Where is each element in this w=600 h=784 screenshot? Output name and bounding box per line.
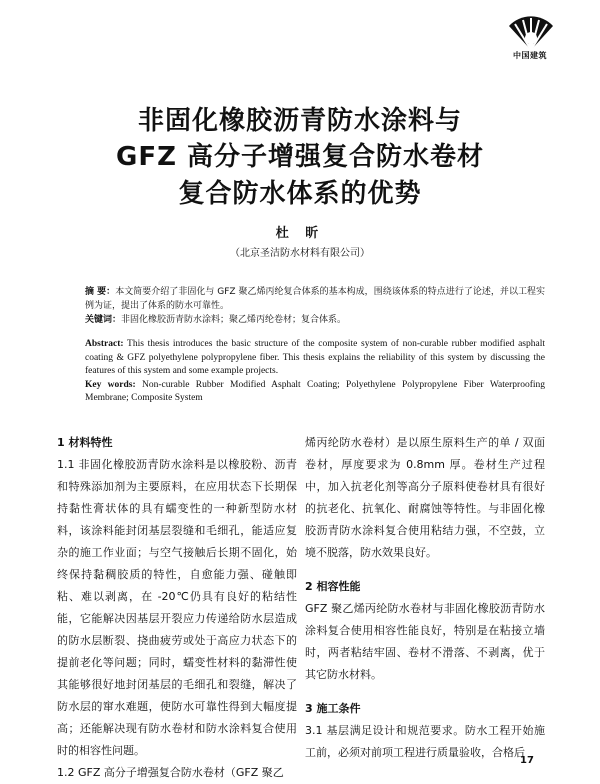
paragraph-3-1: 3.1 基层满足设计和规范要求。防水工程开始施工前，必须对前项工程进行质量验收，合格后 — [305, 724, 545, 759]
section-1-heading: 1 材料特性 — [57, 436, 113, 449]
section-3-heading: 3 施工条件 — [305, 702, 361, 715]
paragraph-1-2-continued: 烯丙纶防水卷材）是以原生原料生产的单 / 双面卷材，厚度要求为 0.8mm 厚。卷材生产过程中，加入抗老化剂等高分子原料使卷材具有很好的抗老化、抗氧化、耐腐蚀等特性。与非固化橡胶沥青防水涂料复合使用粘结力强，不空鼓，立境不脱落，防水效果良好。 — [305, 436, 545, 559]
paragraph-1-1: 1.1 非固化橡胶沥青防水涂料是以橡胶粉、沥青和特殊添加剂为主要原料，在应用状态下长期保持黏性膏状体的具有蠕变性的一种新型防水材料，该涂料能封闭基层裂缝和毛细孔，能适应复杂的施工作业面；与空气接触后长期不固化，始终保持黏稠胶质的特性，自愈能力强、碰触即粘、难以剥离，在 -20℃仍具有良好的粘结性能，它能解决因基层开裂应力传递给防水层造成的防水层断裂、挠曲疲劳或处于高应力状态下的提前老化等问题；同时，蠕变性材料的黏滞性使其能够很好地封闭基层的毛细孔和裂缝，解决了防水层的窜水难题，使防水可靠性得到大幅度提高；还能解决现有防水卷材和防水涂料复合使用时的相容性问题。 — [57, 458, 297, 757]
en-keywords-text: Non-curable Rubber Modified Asphalt Coating; Polyethylene Polypropylene Fiber Waterproofing Membrane; Composite System — [85, 379, 546, 403]
body-column-right — [305, 432, 545, 764]
logo-caption: 中国建筑 — [513, 51, 547, 60]
en-abstract-label: Abstract: — [85, 339, 124, 349]
fan-emblem-icon — [505, 12, 557, 52]
chinese-abstract — [85, 285, 545, 327]
body-column-left — [57, 432, 297, 784]
author-name: 杜 昕 — [275, 226, 325, 241]
paragraph-1-2: 1.2 GFZ 高分子增强复合防水卷材（GFZ 聚乙 — [57, 766, 284, 779]
paper-title-line-3: 复合防水体系的优势 — [178, 179, 422, 209]
section-2-heading: 2 相容性能 — [305, 580, 361, 593]
paragraph-2: GFZ 聚乙烯丙纶防水卷材与非固化橡胶沥青防水涂料复合使用相容性能良好，特别是在粘接立墙时，两者粘结牢固、卷材不滑落、不剥离，优于其它防水材料。 — [305, 602, 545, 681]
cn-abstract-label: 摘 要： — [85, 287, 116, 297]
paper-title-line-1: 非固化橡胶沥青防水涂料与 — [137, 106, 462, 136]
cn-keywords-text: 非固化橡胶沥青防水涂料；聚乙烯丙纶卷材；复合体系。 — [121, 315, 347, 325]
en-abstract-text: This thesis introduces the basic structure of the composite system of non-curable rubber modified asphalt coating & GFZ polyethylene polypropylene fiber. This thesis explains the reliability of this system by discussing the features of this system and some example projects. — [85, 339, 545, 376]
author-affiliation: （北京圣洁防水材料有限公司） — [230, 248, 370, 259]
page-number: 17 — [520, 755, 534, 766]
en-keywords-label: Key words: — [85, 379, 136, 390]
english-abstract — [85, 338, 545, 406]
cn-keywords-label: 关键词： — [85, 315, 122, 325]
paper-title-line-2: GFZ 高分子增强复合防水卷材 — [115, 142, 484, 172]
cn-abstract-text: 本文简要介绍了非固化与 GFZ 聚乙烯丙纶复合体系的基本构成，围绕该体系的特点进行了论述，并以工程实例为证，提出了体系的防水可靠性。 — [85, 287, 545, 311]
